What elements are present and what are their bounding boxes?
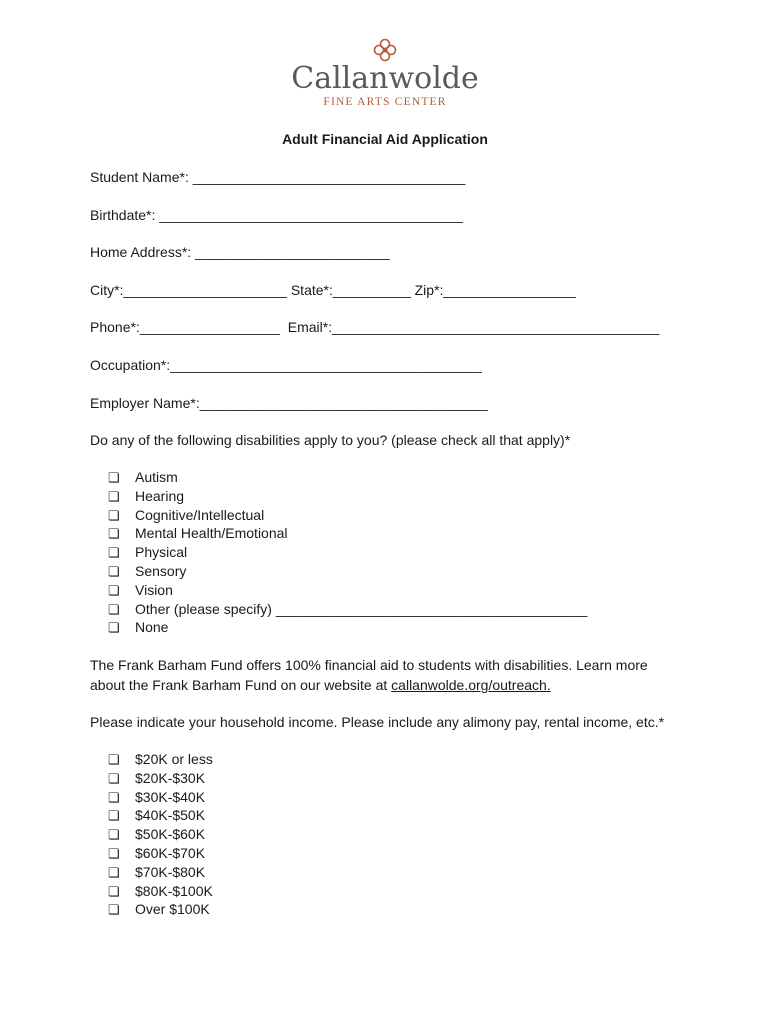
disability-option[interactable] — [108, 544, 187, 561]
checkbox-icon[interactable]: ❏ — [108, 827, 120, 843]
disability-option[interactable] — [108, 601, 587, 618]
income-option[interactable] — [108, 789, 205, 806]
income-option-label: $70K-$80K — [135, 863, 206, 880]
disability-option-label: None — [135, 619, 169, 636]
disabilities-question: Do any of the following disabilities apply to you? (please check all that apply)* — [90, 432, 571, 448]
income-option-label: Over $100K — [135, 901, 210, 918]
city-state-zip-fields[interactable]: City*:_____________________ State*:__________ Zip*:_________________ — [90, 282, 576, 298]
fund-text-line-1: The Frank Barham Fund offers 100% financial aid to students with disabilities. Learn more — [90, 657, 648, 673]
checkbox-icon[interactable]: ❏ — [108, 864, 120, 880]
income-option[interactable] — [108, 901, 210, 918]
checkbox-icon[interactable]: ❏ — [108, 488, 120, 504]
disability-option-label: Autism — [135, 469, 178, 485]
income-option-label: $50K-$60K — [135, 826, 206, 843]
disability-option[interactable] — [108, 507, 264, 524]
disability-option-label: Vision — [135, 581, 173, 598]
income-option[interactable] — [108, 826, 205, 843]
birthdate-field[interactable]: Birthdate*: _______________________________________ — [90, 207, 463, 223]
income-option[interactable] — [108, 883, 213, 900]
disability-option[interactable] — [108, 619, 168, 636]
disability-option[interactable] — [108, 488, 184, 505]
fund-text-prefix: about the Frank Barham Fund on our website at — [90, 677, 392, 693]
income-option-label: $40K-$50K — [135, 807, 206, 824]
checkbox-icon[interactable]: ❏ — [108, 582, 120, 598]
checkbox-icon[interactable]: ❏ — [108, 526, 120, 542]
income-option[interactable] — [108, 751, 213, 768]
income-option-label: $20K-$30K — [135, 769, 206, 786]
checkbox-icon[interactable]: ❏ — [108, 770, 120, 786]
disability-option-label: Other (please specify) ________________________________________ — [135, 600, 588, 617]
outreach-link[interactable]: callanwolde.org/outreach. — [391, 677, 551, 693]
occupation-field[interactable]: Occupation*:________________________________________ — [90, 357, 482, 373]
disability-option[interactable] — [108, 563, 186, 580]
page-title: Adult Financial Aid Application — [282, 131, 488, 147]
checkbox-icon[interactable]: ❏ — [108, 902, 120, 918]
logo — [0, 38, 770, 108]
disability-option-label: Sensory — [135, 563, 187, 579]
disability-option[interactable] — [108, 582, 173, 599]
disability-option[interactable] — [108, 469, 178, 486]
income-option-label: $80K-$100K — [135, 882, 213, 899]
income-option[interactable] — [108, 770, 205, 787]
student-name-field[interactable]: Student Name*: ___________________________________ — [90, 169, 466, 185]
disability-option-label: Physical — [135, 544, 188, 561]
income-option-label: $30K-$40K — [135, 788, 206, 805]
disability-option-label: Mental Health/Emotional — [135, 525, 288, 542]
income-option-label: $60K-$70K — [135, 845, 206, 861]
checkbox-icon[interactable]: ❏ — [108, 846, 120, 861]
income-option[interactable] — [108, 807, 205, 824]
disability-option[interactable] — [108, 525, 288, 542]
checkbox-icon[interactable]: ❏ — [108, 470, 120, 485]
logo-subtitle: FINE ARTS CENTER — [323, 96, 447, 108]
income-question: Please indicate your household income. Please include any alimony pay, rental income, etc.* — [90, 714, 665, 730]
checkbox-icon[interactable]: ❏ — [108, 601, 120, 617]
checkbox-icon[interactable]: ❏ — [108, 507, 120, 523]
income-option[interactable] — [108, 864, 205, 881]
fund-text-line-2 — [90, 677, 551, 693]
logo-name: Callanwolde — [291, 61, 479, 96]
flower-emblem-icon — [372, 38, 398, 62]
checkbox-icon[interactable]: ❏ — [108, 808, 120, 824]
checkbox-icon[interactable]: ❏ — [108, 620, 120, 636]
income-option-label: $20K or less — [135, 751, 213, 767]
checkbox-icon[interactable]: ❏ — [108, 883, 120, 899]
disability-option-label: Cognitive/Intellectual — [135, 506, 265, 523]
income-option[interactable] — [108, 845, 205, 862]
home-address-field[interactable]: Home Address*: _________________________ — [90, 244, 390, 260]
checkbox-icon[interactable]: ❏ — [108, 564, 120, 579]
checkbox-icon[interactable]: ❏ — [108, 752, 120, 767]
checkbox-icon[interactable]: ❏ — [108, 545, 120, 561]
checkbox-icon[interactable]: ❏ — [108, 789, 120, 805]
disability-option-label: Hearing — [135, 487, 185, 504]
employer-name-field[interactable]: Employer Name*:_____________________________________ — [90, 395, 488, 411]
phone-email-fields[interactable]: Phone*:__________________ Email*:__________________________________________ — [90, 319, 660, 335]
